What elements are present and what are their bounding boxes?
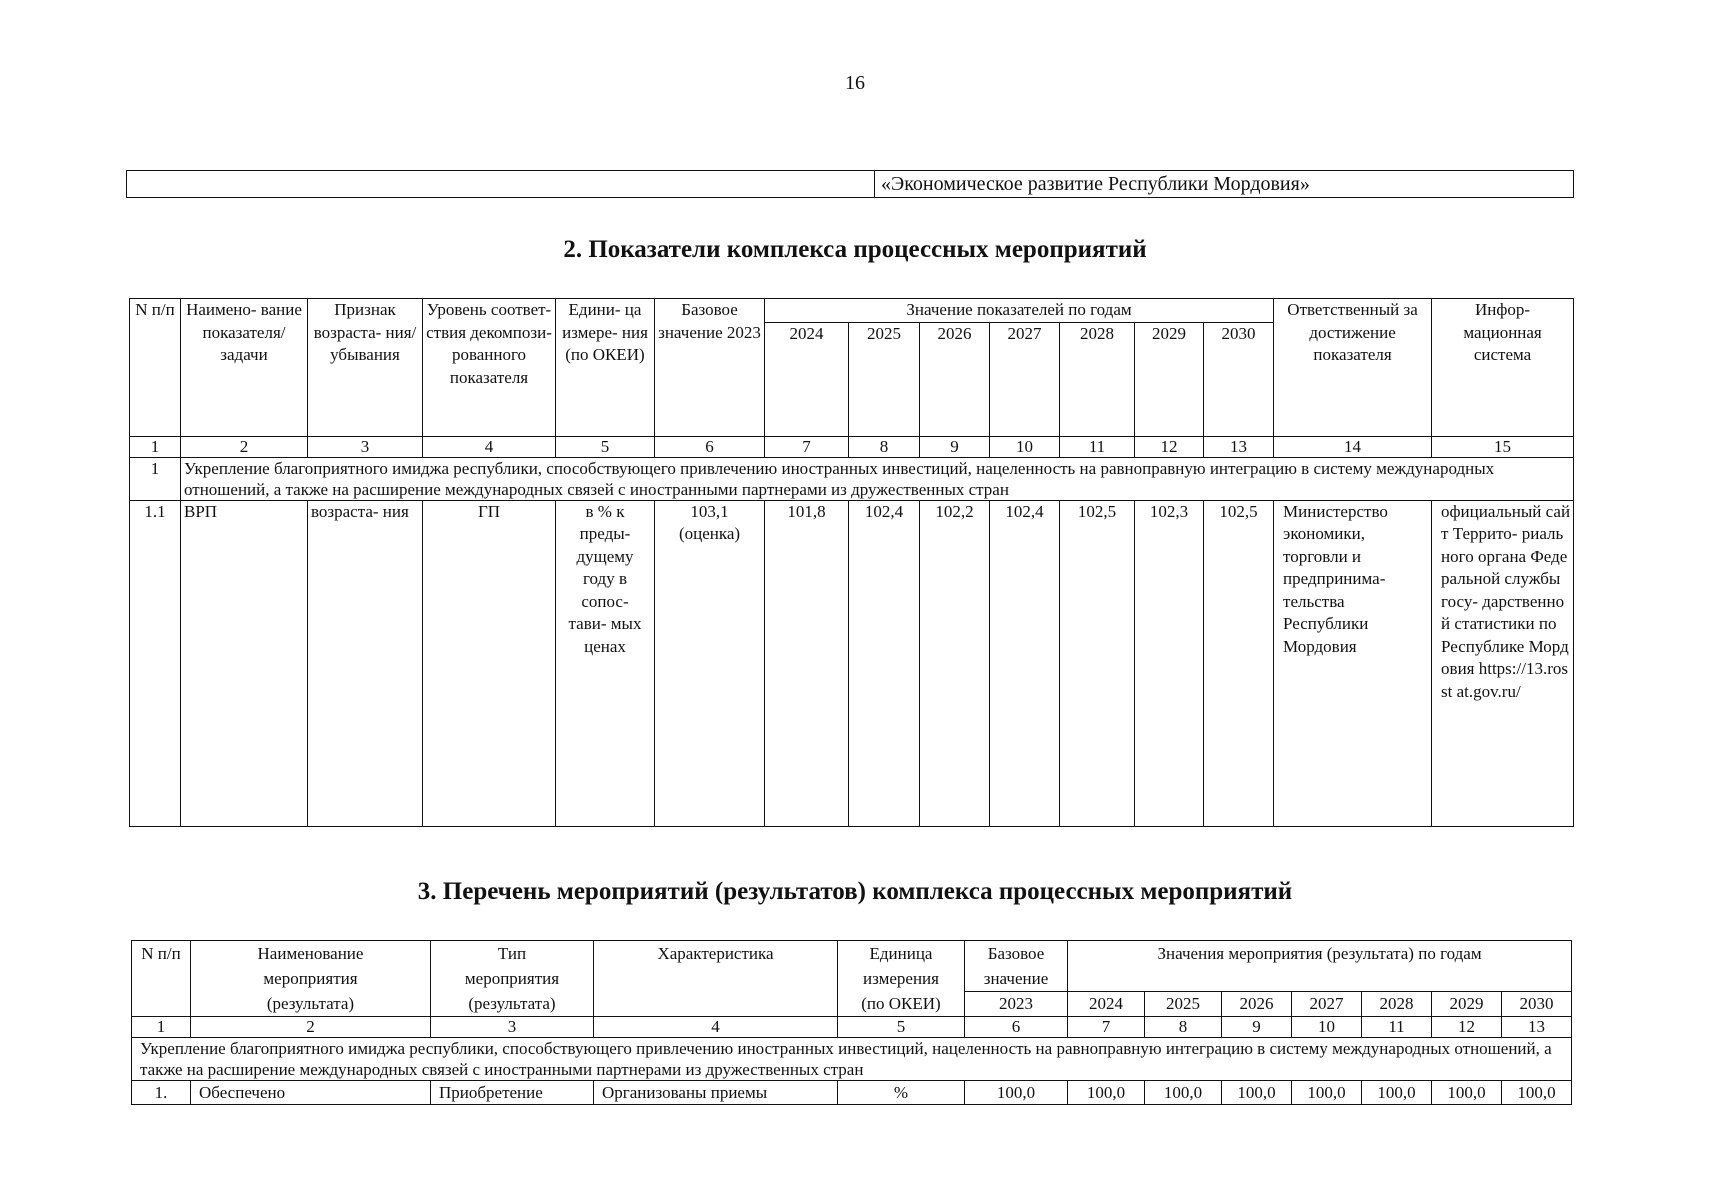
activity-value: 100,0: [1222, 1081, 1292, 1105]
base-year: 2023: [965, 992, 1068, 1017]
column-number: 7: [1068, 1017, 1145, 1038]
column-number: 2: [191, 1017, 431, 1038]
activity-characteristic: Организованы приемы: [594, 1081, 838, 1105]
col-sign-header: Признак возраста- ния/ убывания: [308, 299, 423, 437]
col-n-header: N п/п: [130, 299, 181, 437]
col-type-header: Тип мероприятия (результата): [431, 941, 594, 1017]
column-number: 6: [655, 436, 765, 457]
indicator-name: ВРП: [181, 500, 308, 826]
activity-value: 100,0: [1362, 1081, 1432, 1105]
column-number: 5: [556, 436, 655, 457]
column-number: 10: [990, 436, 1060, 457]
column-number: 14: [1274, 436, 1432, 457]
column-number: 3: [308, 436, 423, 457]
column-number: 13: [1502, 1017, 1572, 1038]
col-unit-header: Единица измерения (по ОКЕИ): [838, 941, 965, 1017]
activity-value: 100,0: [1292, 1081, 1362, 1105]
indicator-value: 102,3: [1135, 500, 1204, 826]
year-header: 2024: [1068, 992, 1145, 1017]
year-header: 2027: [990, 322, 1060, 436]
indicator-value: 102,5: [1060, 500, 1135, 826]
col-values-header: Значения мероприятия (результата) по годам: [1068, 941, 1572, 992]
year-header: 2028: [1060, 322, 1135, 436]
indicator-unit: в % к преды- дущему году в сопос- тави- мых ценах: [556, 500, 655, 826]
column-number: 12: [1432, 1017, 1502, 1038]
year-header: 2026: [920, 322, 990, 436]
indicators-column-numbers-row: [130, 436, 1574, 457]
column-number: 7: [765, 436, 849, 457]
col-name-header: Наименование мероприятия (результата): [191, 941, 431, 1017]
activity-unit: %: [838, 1081, 965, 1105]
indicators-header-row: [130, 299, 1574, 323]
column-number: 4: [594, 1017, 838, 1038]
col-level-header: Уровень соответ- ствия декомпози- рованного показателя: [423, 299, 556, 437]
year-header: 2029: [1135, 322, 1204, 436]
year-header: 2025: [1145, 992, 1222, 1017]
task-row: [132, 1038, 1572, 1081]
task-number: 1: [130, 457, 181, 500]
program-header-box: [126, 170, 1574, 198]
section3-title: 3. Перечень мероприятий (результатов) комплекса процессных мероприятий: [417, 878, 1293, 905]
column-number: 10: [1292, 1017, 1362, 1038]
indicator-sign: возраста- ния: [308, 500, 423, 826]
activities-table: [131, 940, 1572, 1105]
activities-column-numbers-row: [132, 1017, 1572, 1038]
year-header: 2030: [1204, 322, 1274, 436]
column-number: 13: [1204, 436, 1274, 457]
activity-row: [132, 1081, 1572, 1105]
column-number: 8: [849, 436, 920, 457]
column-number: 4: [423, 436, 556, 457]
task-text: Укрепление благоприятного имиджа республики, способствующего привлечению иностранных инвестиций, нацеленность на равноправную интеграцию в систему международных отношений, а также на расширение международных связей с иностранными партнерами из дружественных стран: [132, 1038, 1572, 1081]
col-n-header: N п/п: [132, 941, 191, 1017]
year-header: 2024: [765, 322, 849, 436]
column-number: 3: [431, 1017, 594, 1038]
column-number: 1: [132, 1017, 191, 1038]
col-unit-header: Едини- ца измере- ния (по ОКЕИ): [556, 299, 655, 437]
col-characteristic-header: Характеристика: [594, 941, 838, 1017]
header-empty-cell: [127, 171, 875, 198]
column-number: 11: [1362, 1017, 1432, 1038]
section2-title: 2. Показатели комплекса процессных мероприятий: [563, 236, 1147, 263]
activity-value: 100,0: [1068, 1081, 1145, 1105]
column-number: 5: [838, 1017, 965, 1038]
indicator-value: 101,8: [765, 500, 849, 826]
indicator-number: 1.1: [130, 500, 181, 826]
indicator-level: ГП: [423, 500, 556, 826]
col-base-header: Базовое значение 2023: [655, 299, 765, 437]
activity-value: 100,0: [1432, 1081, 1502, 1105]
indicator-base-value: 103,1 (оценка): [655, 500, 765, 826]
column-number: 9: [1222, 1017, 1292, 1038]
year-header: 2026: [1222, 992, 1292, 1017]
col-values-header: Значение показателей по годам: [765, 299, 1274, 323]
activity-value: 100,0: [1502, 1081, 1572, 1105]
column-number: 9: [920, 436, 990, 457]
year-header: 2028: [1362, 992, 1432, 1017]
indicator-value: 102,4: [990, 500, 1060, 826]
activity-type: Приобретение: [431, 1081, 594, 1105]
col-info-system-header: Инфор- мационная система: [1432, 299, 1574, 437]
column-number: 11: [1060, 436, 1135, 457]
year-header: 2029: [1432, 992, 1502, 1017]
activity-number: 1.: [132, 1081, 191, 1105]
indicator-value: 102,5: [1204, 500, 1274, 826]
year-header: 2027: [1292, 992, 1362, 1017]
task-row: [130, 457, 1574, 500]
page-number: 16: [845, 72, 865, 94]
activity-value: 100,0: [1145, 1081, 1222, 1105]
indicators-table: [129, 298, 1574, 827]
indicator-value: 102,4: [849, 500, 920, 826]
column-number: 12: [1135, 436, 1204, 457]
indicator-row: [130, 500, 1574, 826]
column-number: 6: [965, 1017, 1068, 1038]
program-name: «Экономическое развитие Республики Мордовия»: [875, 171, 1574, 198]
indicator-responsible: Министерство экономики, торговли и предпринима- тельства Республики Мордовия: [1274, 500, 1432, 826]
indicator-value: 102,2: [920, 500, 990, 826]
activity-name: Обеспечено: [191, 1081, 431, 1105]
indicator-info-system: официальный сайт Террито- риального органа Федеральной службы госу- дарственной статистики по Республике Мордовия https://13.rosst at.gov.ru/: [1432, 500, 1574, 826]
year-header: 2030: [1502, 992, 1572, 1017]
col-base-header: Базовое значение: [965, 941, 1068, 992]
year-header: 2025: [849, 322, 920, 436]
column-number: 2: [181, 436, 308, 457]
column-number: 15: [1432, 436, 1574, 457]
activities-header-row: [132, 941, 1572, 992]
column-number: 1: [130, 436, 181, 457]
task-text: Укрепление благоприятного имиджа республики, способствующего привлечению иностранных инвестиций, нацеленность на равноправную интеграцию в систему международных отношений, а также на расширение международных связей с иностранными партнерами из дружественных стран: [181, 457, 1574, 500]
col-responsible-header: Ответственный за достижение показателя: [1274, 299, 1432, 437]
activity-base-value: 100,0: [965, 1081, 1068, 1105]
column-number: 8: [1145, 1017, 1222, 1038]
col-name-header: Наимено- вание показателя/ задачи: [181, 299, 308, 437]
